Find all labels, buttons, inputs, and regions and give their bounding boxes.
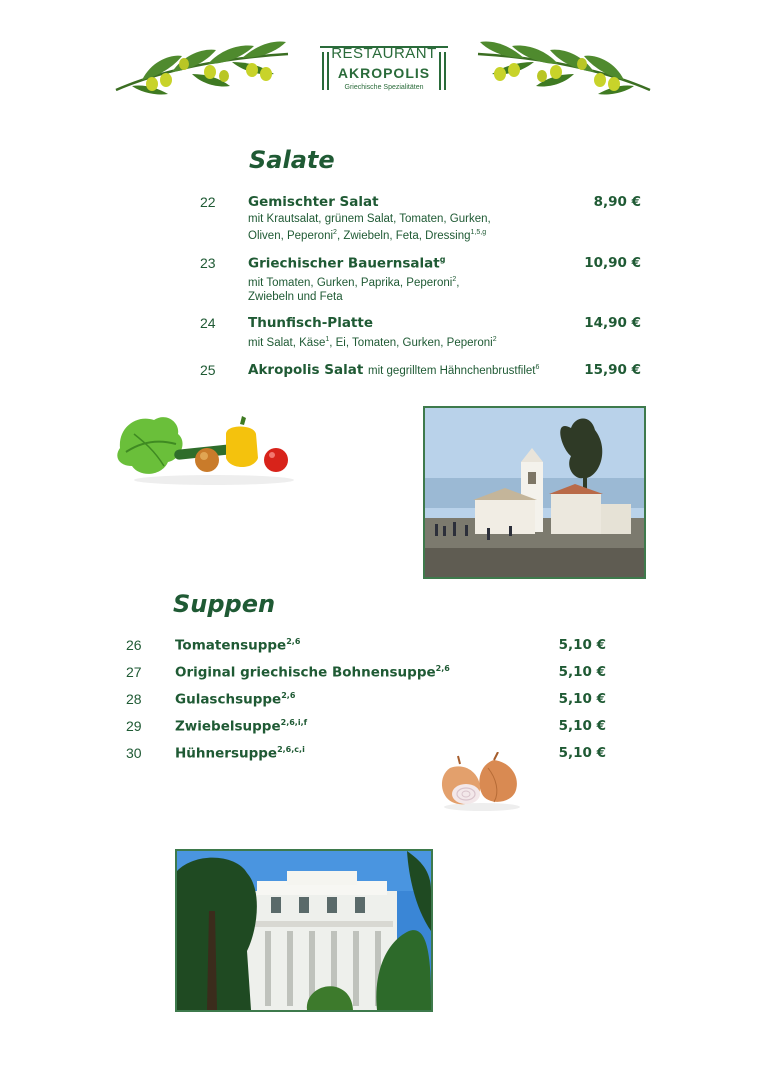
menu-item	[200, 315, 645, 347]
item-number: 26	[126, 637, 142, 653]
item-name: Griechischer Bauernsalat$^g$	[248, 255, 446, 272]
item-name: Gulaschsuppe$^{2,6}$	[175, 691, 296, 708]
logo-restaurant-text: RESTAURANT	[331, 45, 437, 62]
logo-akropolis-text: AKROPOLIS	[337, 65, 431, 81]
item-number: 29	[126, 718, 142, 734]
item-number: 28	[126, 691, 142, 707]
palace-photo	[175, 849, 433, 1012]
menu-item	[200, 194, 645, 240]
suppen-title: Suppen	[173, 590, 276, 618]
item-number: 25	[200, 362, 216, 378]
menu-item	[200, 255, 645, 301]
item-price: 8,90 €	[593, 194, 641, 210]
item-description: mit Krautsalat, grünem Salat, Tomaten, Gurken, Oliven, Peperoni$^2$, Zwiebeln, Feta, Dressing$^{1,5,g}$	[248, 213, 491, 242]
olive-branch-left-icon	[112, 40, 292, 100]
item-price: 5,10 €	[558, 745, 606, 761]
item-price: 14,90 €	[584, 315, 641, 331]
church-photo	[423, 406, 646, 579]
item-price: 5,10 €	[558, 718, 606, 734]
item-description: mit Tomaten, Gurken, Paprika, Peperoni$^2$, Zwiebeln und Feta	[248, 276, 460, 303]
item-inline-description: mit gegrilltem Hähnchenbrustfilet$^6$	[368, 364, 540, 377]
onions-image	[436, 752, 524, 812]
item-price: 10,90 €	[584, 255, 641, 271]
item-price: 5,10 €	[558, 664, 606, 680]
salate-title: Salate	[249, 146, 335, 174]
vegetables-image	[114, 408, 296, 488]
item-number: 24	[200, 315, 216, 331]
item-name: Original griechische Bohnensuppe$^{2,6}$	[175, 664, 450, 681]
item-number: 27	[126, 664, 142, 680]
item-name: Gemischter Salat	[248, 194, 379, 210]
item-name: Thunfisch-Platte	[248, 315, 373, 331]
item-price: 5,10 €	[558, 637, 606, 653]
item-price: 15,90 €	[584, 362, 641, 378]
item-name: Tomatensuppe$^{2,6}$	[175, 637, 301, 654]
menu-item	[126, 637, 606, 655]
item-description: mit Salat, Käse$^1$, Ei, Tomaten, Gurken, Peperoni$^2$	[248, 336, 497, 349]
logo-subtitle-text: Griechische Spezialitäten	[344, 84, 424, 91]
menu-item	[200, 362, 645, 382]
menu-item	[126, 745, 606, 763]
menu-item	[126, 718, 606, 736]
menu-item	[126, 664, 606, 682]
restaurant-logo	[320, 46, 448, 98]
item-name: Zwiebelsuppe$^{2,6,i,f}$	[175, 718, 308, 735]
item-price: 5,10 €	[558, 691, 606, 707]
item-number: 30	[126, 745, 142, 761]
item-name: Akropolis Salat mit gegrilltem Hähnchenbrustfilet$^6$	[248, 362, 540, 378]
menu-item	[126, 691, 606, 709]
item-name: Hühnersuppe$^{2,6,c,i}$	[175, 745, 305, 762]
item-number: 23	[200, 255, 216, 271]
item-number: 22	[200, 194, 216, 210]
olive-branch-right-icon	[474, 40, 654, 100]
